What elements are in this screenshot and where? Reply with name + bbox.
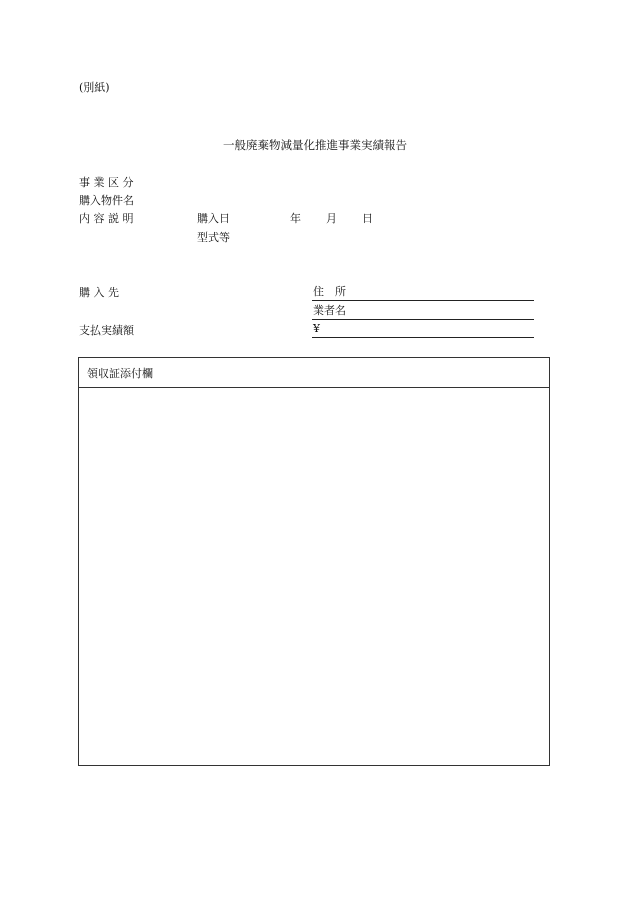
payment-amount-field[interactable] [312,321,534,338]
attachment-label: (別紙) [79,81,110,94]
vendor-label: 購 入 先 [79,286,119,299]
purchased-item-label: 購入物件名 [79,194,134,207]
receipt-attachment-box [78,357,550,766]
receipt-attachment-area[interactable] [79,388,549,765]
payment-amount-label: 支払実績額 [79,324,134,337]
vendor-address-field[interactable] [312,284,534,301]
purchase-date-label: 購入日 [197,212,230,225]
model-label: 型式等 [197,231,230,244]
yen-symbol: ¥ [313,322,320,335]
year-label: 年 [290,212,301,225]
month-label: 月 [326,212,337,225]
receipt-header-label: 領収証添付欄 [87,367,153,380]
vendor-company-field[interactable] [312,303,534,320]
content-description-label: 内 容 説 明 [79,212,134,225]
vendor-address-label: 住 所 [313,285,346,298]
business-category-label: 事 業 区 分 [79,176,134,189]
document-title: 一般廃棄物減量化推進事業実績報告 [223,138,407,152]
vendor-company-label: 業者名 [313,304,346,317]
day-label: 日 [362,212,373,225]
receipt-header [79,358,549,388]
